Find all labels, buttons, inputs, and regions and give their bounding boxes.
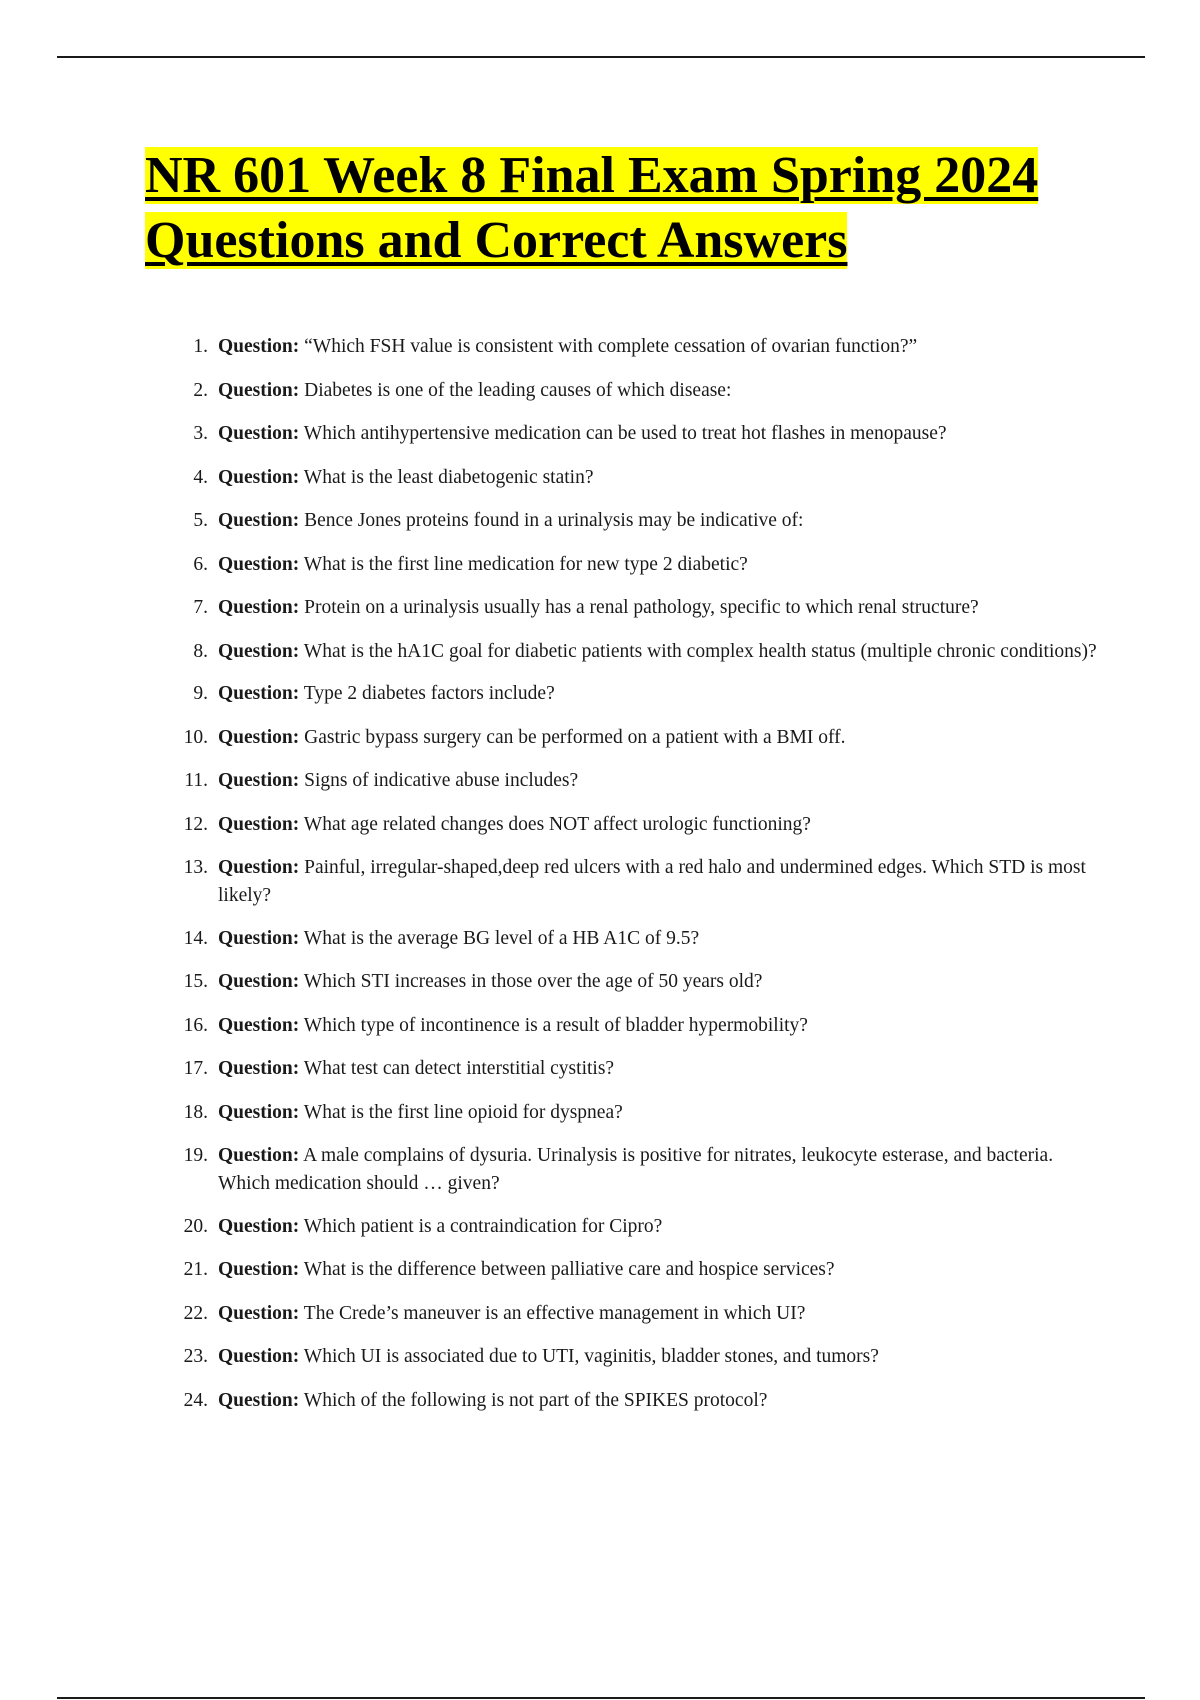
question-item [176, 377, 1106, 405]
question-label: Question: [218, 1346, 300, 1367]
question-item [176, 1300, 1106, 1328]
question-number: 13. [183, 857, 208, 878]
question-item [176, 1142, 1106, 1198]
question-number: 19. [183, 1145, 208, 1166]
question-item [176, 767, 1106, 795]
question-number: 21. [183, 1259, 208, 1280]
question-item [176, 551, 1106, 579]
question-item [176, 1343, 1106, 1371]
question-label: Question: [218, 683, 300, 704]
question-item [176, 680, 1106, 708]
question-label: Question: [218, 466, 300, 488]
title-line-2: Questions and Correct Answers [145, 212, 848, 269]
question-number: 11. [184, 770, 208, 791]
question-item [176, 507, 1106, 535]
question-label: Question: [218, 857, 300, 878]
question-text: Which UI is associated due to UTI, vaginitis, bladder stones, and tumors? [303, 1346, 879, 1367]
question-number: 15. [183, 971, 208, 992]
question-text: What is the hA1C goal for diabetic patients with complex health status (multiple chronic conditions)? [303, 640, 1097, 662]
question-text: Which patient is a contraindication for Cipro? [303, 1215, 663, 1237]
question-label: Question: [218, 726, 300, 748]
question-text: Gastric bypass surgery can be performed on a patient with a BMI off. [304, 726, 846, 748]
question-text: Which STI increases in those over the age of 50 years old? [303, 971, 763, 992]
question-label: Question: [218, 640, 300, 662]
question-number: 14. [183, 927, 208, 949]
question-label: Question: [218, 510, 300, 531]
question-number: 24. [183, 1389, 208, 1411]
question-number: 23. [183, 1346, 208, 1367]
question-number: 3. [193, 423, 208, 444]
question-label: Question: [218, 553, 300, 575]
question-label: Question: [218, 1014, 300, 1036]
question-label: Question: [218, 1145, 300, 1166]
question-text: What is the least diabetogenic statin? [303, 466, 594, 488]
question-label: Question: [218, 1389, 300, 1411]
question-label: Question: [218, 770, 300, 791]
question-number: 20. [183, 1215, 208, 1237]
question-item [176, 1387, 1106, 1415]
question-text: Which antihypertensive medication can be used to treat hot flashes in menopause? [303, 423, 947, 444]
question-item [176, 1012, 1106, 1040]
question-number: 1. [193, 336, 208, 357]
question-item [176, 968, 1106, 996]
question-item [176, 333, 1106, 361]
question-text: Which of the following is not part of the SPIKES protocol? [303, 1389, 768, 1411]
question-label: Question: [218, 1101, 300, 1123]
question-text: Bence Jones proteins found in a urinalysis may be indicative of: [304, 510, 804, 531]
question-item [176, 420, 1106, 448]
question-text: What is the first line medication for new type 2 diabetic? [303, 553, 748, 575]
question-text: The Crede’s maneuver is an effective management in which UI? [303, 1302, 806, 1324]
question-text: What is the average BG level of a HB A1C of 9.5? [303, 927, 700, 949]
question-label: Question: [218, 971, 300, 992]
question-item [176, 1055, 1106, 1083]
question-text: What is the difference between palliative care and hospice services? [303, 1259, 835, 1280]
question-text: Protein on a urinalysis usually has a renal pathology, specific to which renal structure? [304, 597, 979, 618]
question-number: 2. [193, 379, 208, 401]
question-text: “Which FSH value is consistent with complete cessation of ovarian function?” [304, 336, 918, 357]
title-line-1: NR 601 Week 8 Final Exam Spring 2024 [145, 147, 1039, 204]
question-text: What age related changes does NOT affect urologic functioning? [303, 813, 811, 835]
question-item [176, 1213, 1106, 1241]
question-label: Question: [218, 423, 300, 444]
question-number: 8. [193, 640, 208, 662]
question-number: 6. [193, 553, 208, 575]
question-item [176, 1099, 1106, 1127]
question-text: Signs of indicative abuse includes? [304, 770, 579, 791]
question-text: Type 2 diabetes factors include? [303, 683, 555, 704]
question-label: Question: [218, 813, 300, 835]
question-label: Question: [218, 379, 300, 401]
question-item [176, 594, 1106, 622]
document-title [145, 143, 1105, 273]
question-item [176, 1256, 1106, 1284]
question-label: Question: [218, 597, 300, 618]
question-list [176, 333, 1106, 1430]
question-item [176, 464, 1106, 492]
question-number: 7. [193, 597, 208, 618]
question-number: 22. [183, 1302, 208, 1324]
question-number: 12. [183, 813, 208, 835]
top-rule [57, 56, 1145, 58]
bottom-rule [57, 1697, 1145, 1699]
question-label: Question: [218, 336, 300, 357]
question-number: 9. [193, 683, 208, 704]
question-label: Question: [218, 1215, 300, 1237]
question-number: 4. [193, 466, 208, 488]
question-item [176, 811, 1106, 839]
question-label: Question: [218, 927, 300, 949]
question-text: What is the first line opioid for dyspnea? [303, 1101, 623, 1123]
question-number: 17. [183, 1058, 208, 1079]
question-label: Question: [218, 1302, 300, 1324]
question-item [176, 925, 1106, 953]
question-number: 5. [193, 510, 208, 531]
question-text: Diabetes is one of the leading causes of which disease: [304, 379, 732, 401]
question-item [176, 854, 1106, 910]
question-number: 10. [183, 726, 208, 748]
question-text: Which type of incontinence is a result of bladder hypermobility? [303, 1014, 808, 1036]
question-label: Question: [218, 1259, 300, 1280]
question-item [176, 638, 1106, 666]
question-text: What test can detect interstitial cystitis? [303, 1058, 615, 1079]
question-text: A male complains of dysuria. Urinalysis is positive for nitrates, leukocyte esterase, and bacteria. Which medication should … given? [218, 1145, 1054, 1194]
question-number: 18. [183, 1101, 208, 1123]
question-number: 16. [183, 1014, 208, 1036]
question-item [176, 724, 1106, 752]
question-label: Question: [218, 1058, 300, 1079]
question-text: Painful, irregular-shaped,deep red ulcers with a red halo and undermined edges. Which STD is most likely? [218, 857, 1086, 906]
